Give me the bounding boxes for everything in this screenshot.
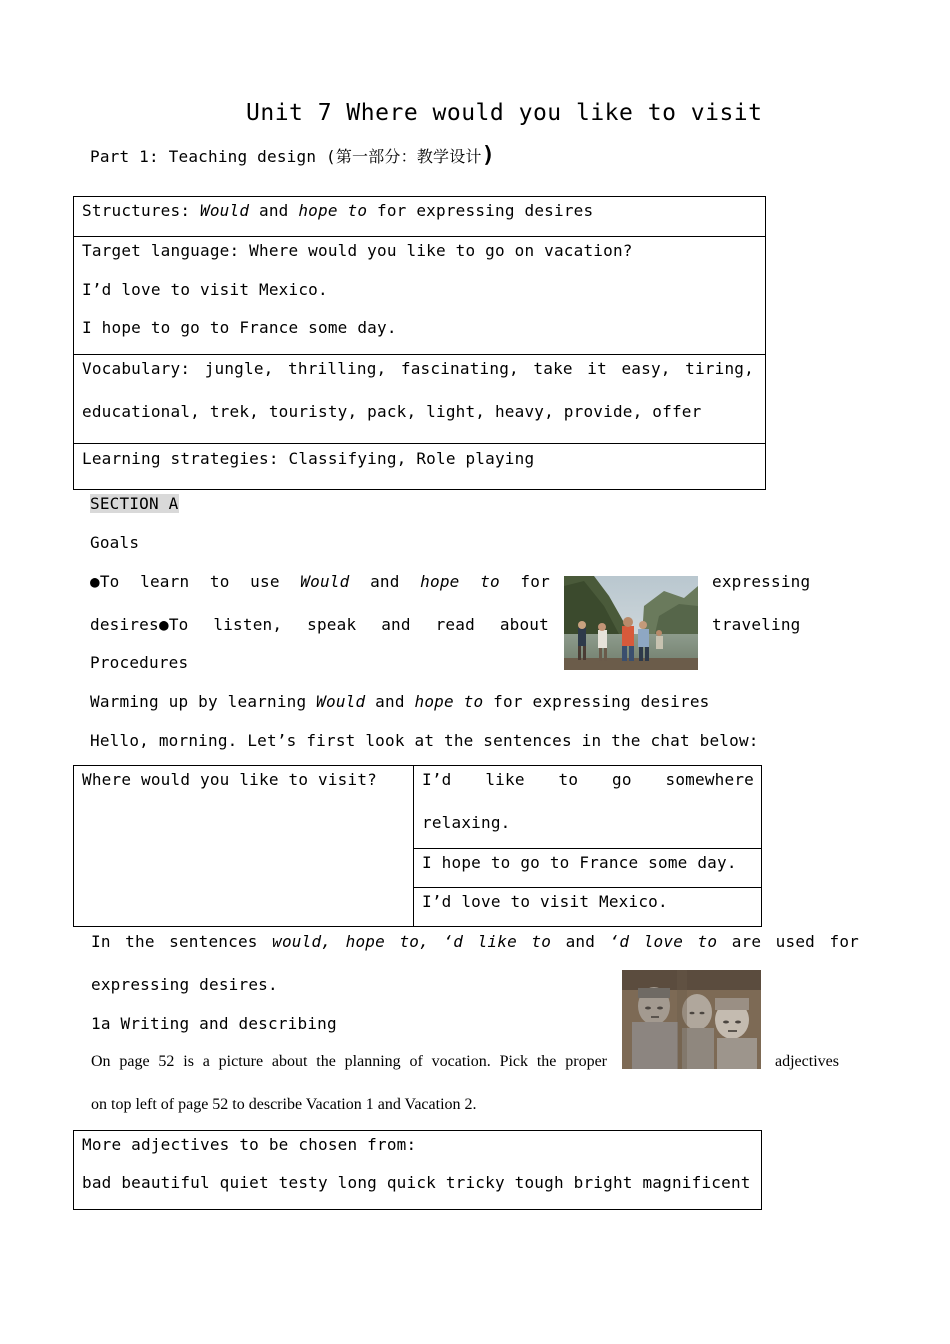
chat-answer-1-line2: relaxing. (422, 813, 511, 832)
explain-word-italic: to (697, 932, 718, 951)
goals-heading: Goals (90, 533, 140, 552)
explain-word-italic: to, (399, 932, 429, 951)
explain-word-italic: ‘d (609, 932, 630, 951)
goal-word: speak (307, 615, 357, 634)
explanation-line-1 (91, 932, 859, 951)
explain-word: and (565, 932, 596, 951)
goal-line-2-start: desires (90, 615, 159, 634)
tourists-river-photo (564, 576, 698, 670)
explain-word: In (91, 932, 111, 951)
vocabulary-line1 (82, 359, 754, 378)
warming-would: Would (316, 692, 366, 711)
warming-up-line (90, 692, 710, 711)
warming-hope: hope to (414, 692, 484, 711)
goal-word: and (370, 572, 400, 591)
part-heading-text: Part 1: Teaching design (第一部分：教学设计 (90, 147, 482, 166)
warming-and: and (365, 692, 415, 711)
explain-word-italic: love (643, 932, 684, 951)
explain-word-italic: would, (272, 932, 332, 951)
part-heading-paren: ) (481, 143, 496, 168)
target-language-line2: I’d love to visit Mexico. (82, 280, 328, 299)
chat-answer-3: I’d love to visit Mexico. (422, 892, 668, 911)
chat-word: I’d (422, 770, 452, 789)
vocab-word: it (587, 359, 607, 378)
goal-word: ●To (159, 615, 189, 634)
explain-word: the (125, 932, 155, 951)
goal-word: for (520, 572, 550, 591)
explain-word-italic: like (477, 932, 517, 951)
structures-row (82, 201, 593, 220)
goal-word-hope: hope (420, 572, 460, 591)
chat-answer-2: I hope to go to France some day. (422, 853, 737, 872)
part-heading (90, 143, 495, 168)
goal-word: use (250, 572, 280, 591)
vocab-word: fascinating, (400, 359, 519, 378)
structures-would: Would (200, 201, 250, 220)
vocab-word: thrilling, (288, 359, 387, 378)
vocab-word: jungle, (204, 359, 274, 378)
chat-word: to (558, 770, 579, 789)
explain-word: are (731, 932, 762, 951)
hello-line: Hello, morning. Let’s first look at the sentences in the chat below: (90, 731, 759, 750)
structures-label: Structures: (82, 201, 200, 220)
explain-word-italic: to (531, 932, 552, 951)
page-title: Unit 7 Where would you like to visit (246, 100, 763, 126)
section-1a-heading: 1a Writing and describing (91, 1014, 337, 1033)
goal-word-would: Would (300, 572, 350, 591)
vocabulary-line2: educational, trek, touristy, pack, light, heavy, provide, offer (82, 402, 702, 421)
goal-word-to: to (480, 572, 500, 591)
vocab-word: Vocabulary: (82, 359, 191, 378)
chat-answer-1-line1 (422, 770, 754, 789)
structures-rest: for expressing desires (367, 201, 594, 220)
goal-word: ●To (90, 572, 120, 591)
goal-word: listen, (213, 615, 283, 634)
goal-word: to (209, 572, 230, 591)
goal-line-2 (159, 615, 549, 634)
page52-line-1: On page 52 is a picture about the planning of vocation. Pick the proper (91, 1053, 607, 1070)
chat-question: Where would you like to visit? (82, 770, 377, 789)
chat-word: go (612, 770, 632, 789)
structures-hope: hope to (298, 201, 368, 220)
adjectives-heading: More adjectives to be chosen from: (82, 1135, 417, 1154)
target-language-line1: Target language: Where would you like to go on vacation? (82, 241, 633, 260)
explain-word-italic: hope (345, 932, 385, 951)
explanation-line-2: expressing desires. (91, 975, 278, 994)
page52-line-2: on top left of page 52 to describe Vacation 1 and Vacation 2. (91, 1096, 477, 1113)
target-language-line3: I hope to go to France some day. (82, 318, 397, 337)
explain-word: used (775, 932, 816, 951)
warming-post: for expressing desires (483, 692, 710, 711)
section-a-heading: SECTION A (90, 494, 179, 513)
vocab-word: take (533, 359, 573, 378)
chat-word: like (485, 770, 525, 789)
learning-strategies: Learning strategies: Classifying, Role playing (82, 449, 535, 468)
goal-line-2-end: traveling (712, 615, 801, 634)
goal-word: read (435, 615, 475, 634)
chat-word: somewhere (665, 770, 754, 789)
terracotta-warriors-photo (622, 970, 761, 1069)
procedures-heading: Procedures (90, 653, 189, 672)
vocab-word: tiring, (685, 359, 754, 378)
explain-word: sentences (169, 932, 258, 951)
warming-pre: Warming up by learning (90, 692, 317, 711)
explain-word-italic: ‘d (443, 932, 464, 951)
goal-line-1-end: expressing (712, 572, 811, 591)
goal-word: about (499, 615, 549, 634)
goal-line-1 (90, 572, 550, 591)
explain-word: for (829, 932, 859, 951)
page52-line-1-end: adjectives (775, 1053, 839, 1070)
vocab-word: easy, (621, 359, 671, 378)
adjectives-list: bad beautiful quiet testy long quick tricky tough bright magnificent (82, 1173, 751, 1192)
goal-word: learn (140, 572, 190, 591)
goal-word: and (381, 615, 411, 634)
structures-and: and (249, 201, 299, 220)
